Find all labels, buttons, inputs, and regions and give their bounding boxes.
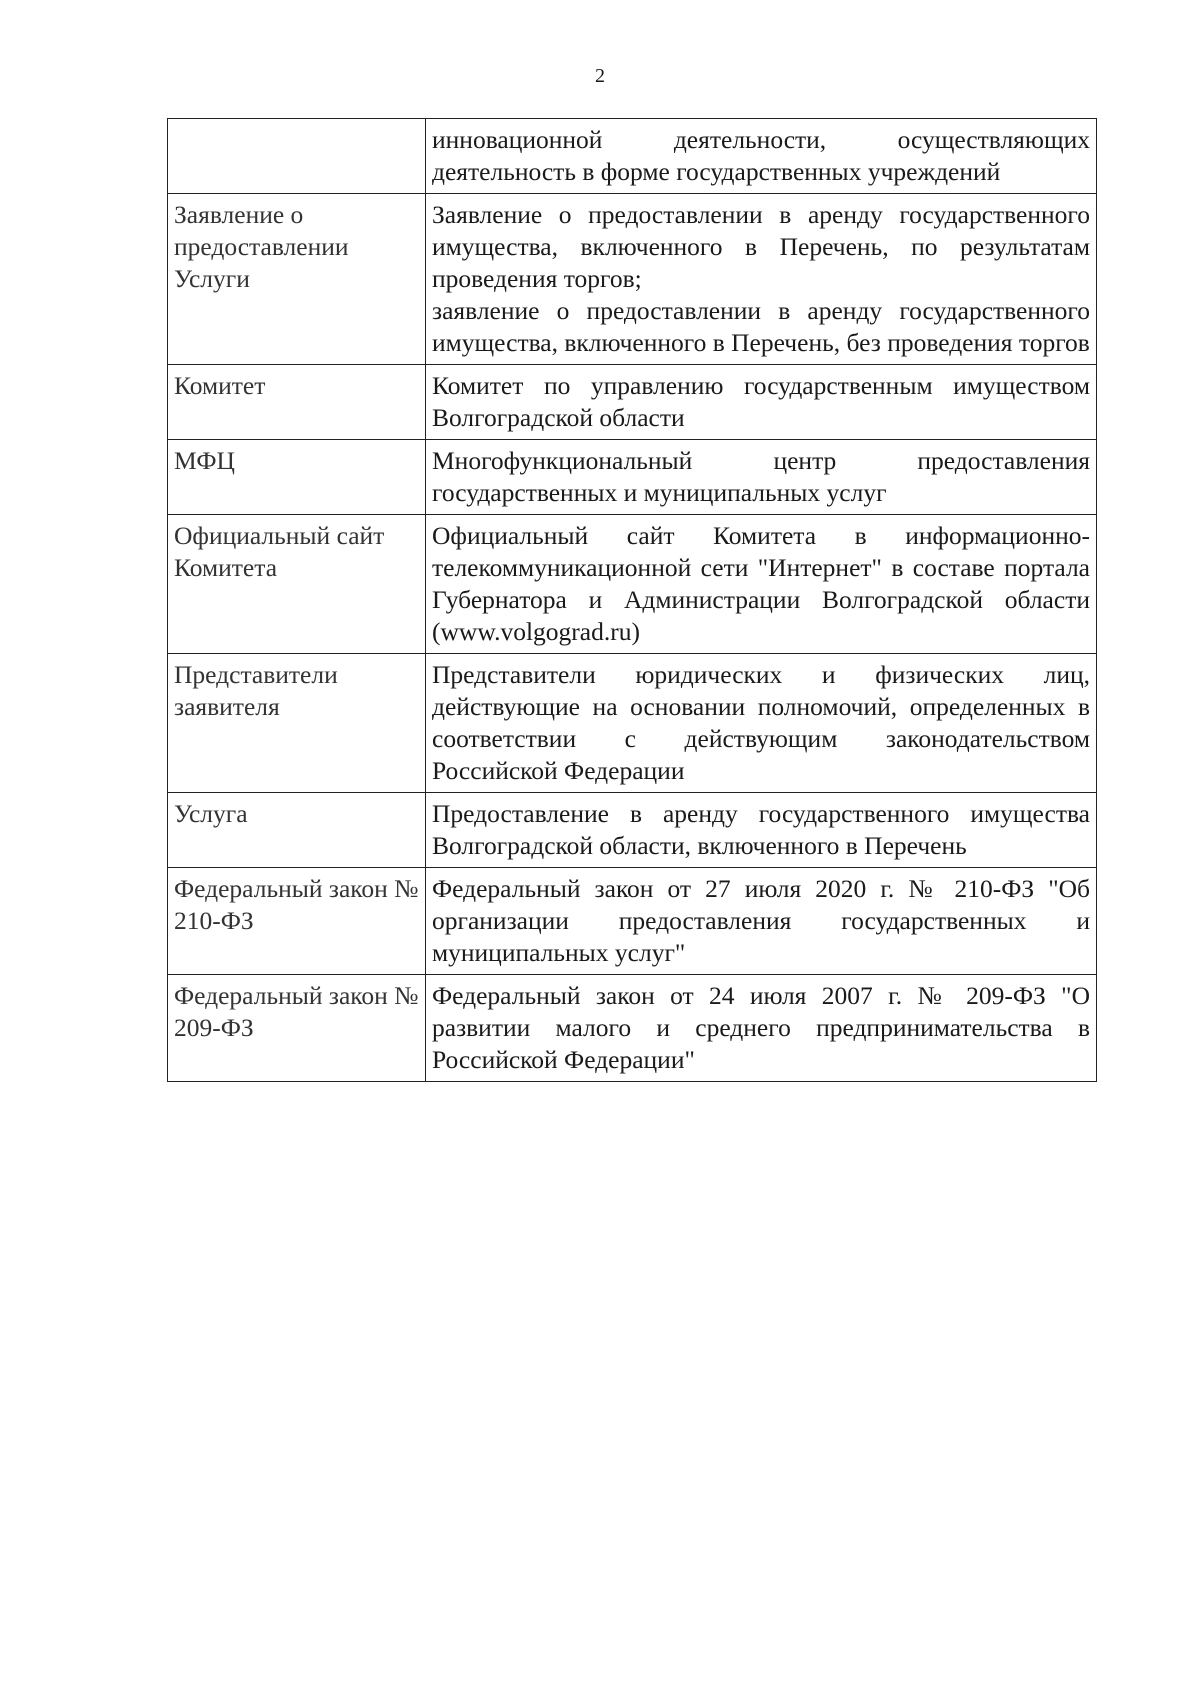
- term-cell: Федеральный закон № 210-ФЗ: [168, 868, 426, 975]
- description-text: Официальный сайт Комитета в информационно-телекоммуникационной сети "Интернет" в составе портала Губернатора и Администрации Волгоградской области (www.volgograd.ru): [432, 521, 1090, 646]
- description-cell: [426, 515, 1097, 654]
- table-row: [168, 654, 1097, 793]
- description-cell: [426, 365, 1097, 440]
- definitions-table: [167, 118, 1097, 1082]
- term-cell: Представители заявителя: [168, 654, 426, 793]
- description-text: Федеральный закон от 27 июля 2020 г. № 210-ФЗ "Об организации предоставления государственных и муниципальных услуг": [432, 874, 1090, 967]
- term-cell: Услуга: [168, 793, 426, 868]
- description-text: инновационной деятельности, осуществляющих деятельность в форме государственных учреждений: [432, 125, 1090, 186]
- description-cell: [426, 868, 1097, 975]
- table-row: [168, 440, 1097, 515]
- description-text: Комитет по управлению государственным имуществом Волгоградской области: [432, 371, 1090, 432]
- table-row: [168, 975, 1097, 1082]
- table-row: [168, 365, 1097, 440]
- term-cell: Заявление о предоставлении Услуги: [168, 194, 426, 365]
- description-text: Многофункциональный центр предоставления государственных и муниципальных услуг: [432, 446, 1090, 507]
- description-cell: [426, 654, 1097, 793]
- description-cell: [426, 194, 1097, 365]
- description-cell: [426, 793, 1097, 868]
- description-cell: [426, 119, 1097, 194]
- description-cell: [426, 440, 1097, 515]
- term-cell: Федеральный закон № 209-ФЗ: [168, 975, 426, 1082]
- term-cell: МФЦ: [168, 440, 426, 515]
- description-text: Заявление о предоставлении в аренду государственного имущества, включенного в Перечень, по результатам проведения торгов;: [432, 200, 1090, 293]
- description-text: Федеральный закон от 24 июля 2007 г. № 209-ФЗ "О развитии малого и среднего предпринимательства в Российской Федерации": [432, 981, 1090, 1074]
- description-text: Предоставление в аренду государственного имущества Волгоградской области, включенного в Перечень: [432, 799, 1090, 860]
- description-text: Представители юридических и физических лиц, действующие на основании полномочий, определенных в соответствии с действующим законодательством Российской Федерации: [432, 660, 1090, 785]
- term-cell: Комитет: [168, 365, 426, 440]
- table-row: [168, 868, 1097, 975]
- description-cell: [426, 975, 1097, 1082]
- page-number: 2: [595, 65, 605, 87]
- table-row: [168, 793, 1097, 868]
- table-row: [168, 515, 1097, 654]
- table-row: [168, 194, 1097, 365]
- table-row: [168, 119, 1097, 194]
- term-cell: Официальный сайт Комитета: [168, 515, 426, 654]
- description-text: заявление о предоставлении в аренду государственного имущества, включенного в Перечень, без проведения торгов: [432, 296, 1090, 357]
- term-cell: [168, 119, 426, 194]
